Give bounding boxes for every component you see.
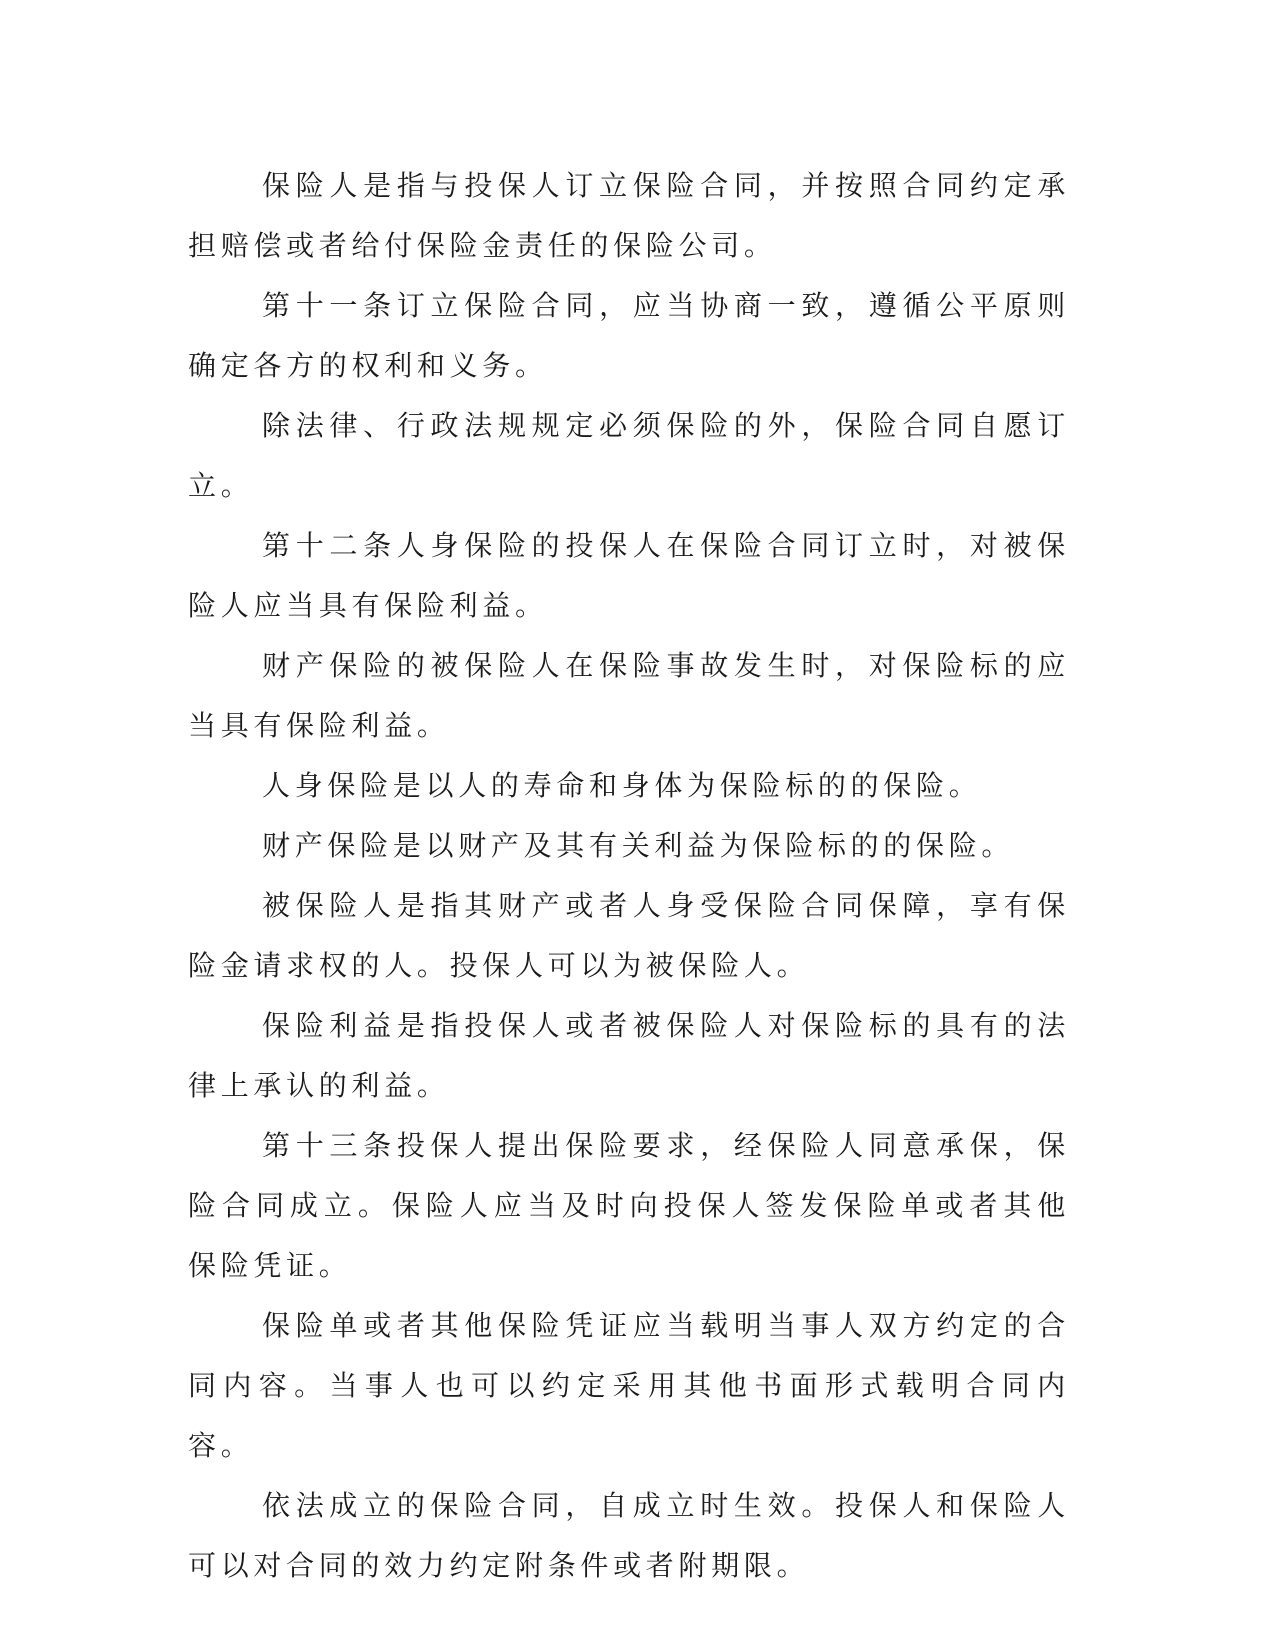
paragraph-policy-contents: 保险单或者其他保险凭证应当载明当事人双方约定的合同内容。当事人也可以约定采用其他书面形式载明合同内容。 — [188, 1309, 1070, 1462]
paragraph-insurer-definition: 保险人是指与投保人订立保险合同，并按照合同约定承担赔偿或者给付保险金责任的保险公司。 — [188, 169, 1070, 262]
paragraph-insured-definition: 被保险人是指其财产或者人身受保险合同保障，享有保险金请求权的人。投保人可以为被保险人。 — [188, 889, 1070, 982]
paragraph-article-11: 第十一条订立保险合同，应当协商一致，遵循公平原则确定各方的权利和义务。 — [188, 289, 1070, 382]
paragraph-contract-effect: 依法成立的保险合同，自成立时生效。投保人和保险人可以对合同的效力约定附条件或者附期限。 — [188, 1489, 1070, 1582]
paragraph-life-insurance-definition: 人身保险是以人的寿命和身体为保险标的的保险。 — [262, 769, 982, 802]
document-body — [188, 156, 1070, 1596]
paragraph-insurable-interest-definition: 保险利益是指投保人或者被保险人对保险标的具有的法律上承认的利益。 — [188, 1009, 1070, 1102]
paragraph-article-13: 第十三条投保人提出保险要求，经保险人同意承保，保险合同成立。保险人应当及时向投保人签发保险单或者其他保险凭证。 — [188, 1129, 1070, 1282]
paragraph-property-insurance-definition: 财产保险是以财产及其有关利益为保险标的的保险。 — [262, 829, 1015, 862]
paragraph-article-12: 第十二条人身保险的投保人在保险合同订立时，对被保险人应当具有保险利益。 — [188, 529, 1070, 622]
paragraph-voluntary-contract: 除法律、行政法规规定必须保险的外，保险合同自愿订立。 — [188, 409, 1070, 502]
paragraph-property-insurable-interest: 财产保险的被保险人在保险事故发生时，对保险标的应当具有保险利益。 — [188, 649, 1070, 742]
